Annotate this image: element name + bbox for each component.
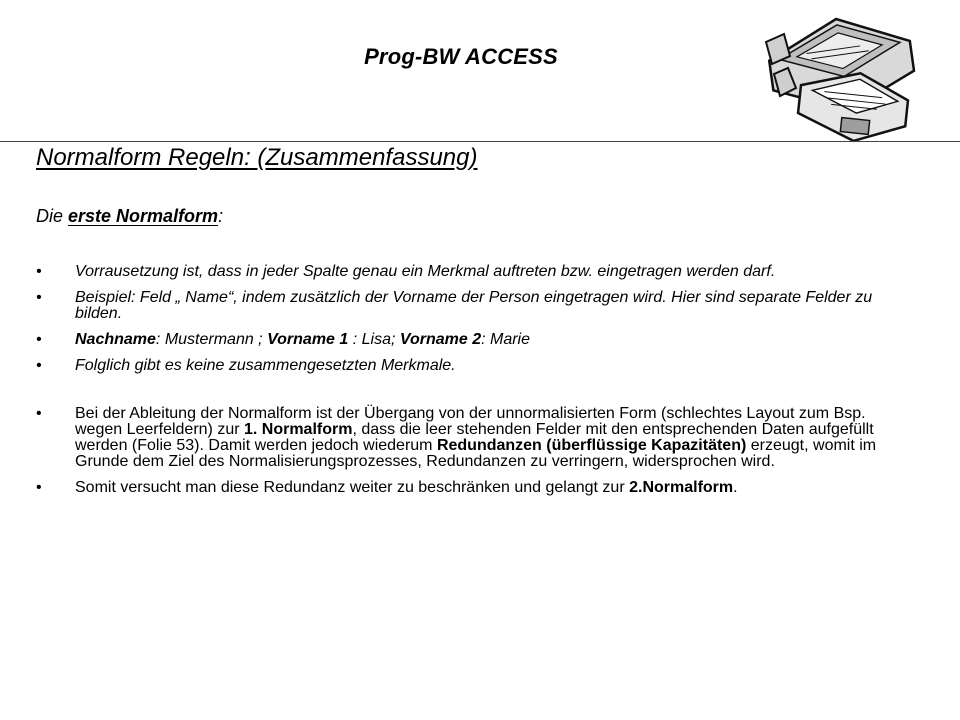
vorname2-value: : Marie bbox=[481, 331, 530, 348]
bullet-list bbox=[36, 264, 916, 506]
subheading-suffix: : bbox=[218, 206, 224, 226]
list-item bbox=[36, 406, 916, 470]
list-item: • Beispiel: Feld „ Name“, indem zusätzlich der Vorname der Person eingetragen wird. Hier sind separate Felder zu bilden. bbox=[36, 290, 916, 322]
subheading-emphasis: erste Normalform bbox=[68, 206, 219, 226]
vorname2-label: Vorname 2 bbox=[399, 331, 482, 348]
section-title: Normalform Regeln: (Zusammenfassung) bbox=[36, 144, 478, 171]
bold-segment: Redundanzen (überflüssige Kapazitäten) bbox=[436, 437, 747, 454]
list-item bbox=[36, 332, 916, 348]
floppy-disks-icon bbox=[762, 12, 920, 144]
vorname1-value: : Lisa; bbox=[348, 331, 400, 348]
bold-segment: 2.Normalform bbox=[629, 479, 734, 496]
text-segment: Somit versucht man diese Redundanz weiter zu beschränken und gelangt zur bbox=[75, 479, 630, 496]
nachname-value: : Mustermann ; bbox=[155, 331, 268, 348]
text-segment: , dass die leer stehenden Felder mit den entsprechenden Daten aufgefüllt werden (Folie 53). Damit werden jedoch wiederum bbox=[75, 421, 874, 454]
bold-segment: 1. Normalform bbox=[243, 421, 353, 438]
page-title: Prog-BW ACCESS bbox=[364, 44, 558, 69]
text-segment: erzeugt, womit im Grunde dem Ziel des Normalisierungsprozesses, Redundanzen zu verringern, widersprochen wird. bbox=[75, 437, 877, 470]
list-item bbox=[36, 480, 916, 496]
nachname-label: Nachname bbox=[75, 331, 156, 348]
list-item: • Folglich gibt es keine zusammengesetzten Merkmale. bbox=[36, 358, 916, 374]
subheading bbox=[36, 206, 223, 227]
list-item: • Vorrausetzung ist, dass in jeder Spalte genau ein Merkmal auftreten bzw. eingetragen werden darf. bbox=[36, 264, 916, 280]
header-divider bbox=[0, 141, 960, 142]
text-segment: Bei der Ableitung der Normalform ist der Übergang von der unnormalisierten Form (schlechtes Layout zum Bsp. wegen Leerfeldern) zur bbox=[75, 405, 866, 438]
subheading-prefix: Die bbox=[36, 206, 69, 226]
vorname1-label: Vorname 1 bbox=[267, 331, 349, 348]
text-segment: . bbox=[733, 479, 738, 496]
